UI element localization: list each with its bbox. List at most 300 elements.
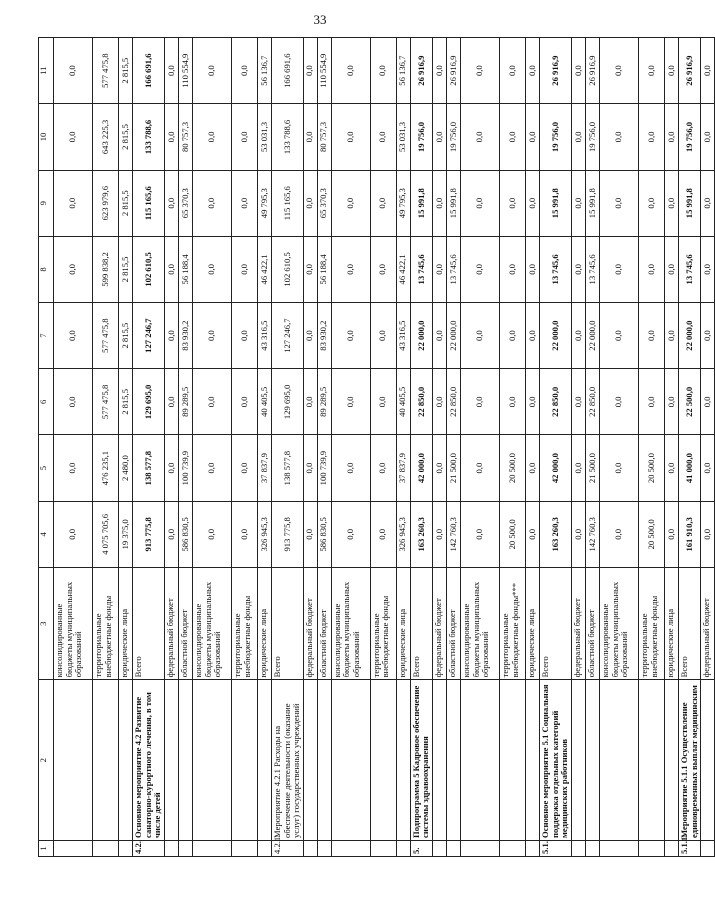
- value-cell: 0,0: [54, 236, 93, 302]
- funding-source-cell: областной бюджет: [585, 567, 599, 679]
- value-cell: 326 945,3: [396, 501, 410, 567]
- funding-source-cell: федеральный бюджет: [303, 567, 317, 679]
- value-cell: 22 000,0: [540, 303, 572, 369]
- row-code-cell: 4.2.1.: [271, 840, 303, 856]
- row-name-cell: [571, 680, 585, 841]
- value-cell: 53 031,3: [257, 104, 271, 170]
- value-cell: 577 475,8: [93, 303, 119, 369]
- value-cell: 37 837,9: [396, 435, 410, 501]
- value-cell: 0,0: [192, 435, 231, 501]
- value-cell: 0,0: [54, 501, 93, 567]
- value-cell: 0,0: [664, 38, 678, 104]
- value-cell: 2 480,0: [119, 435, 133, 501]
- column-number-header: [39, 38, 54, 857]
- value-cell: 2 815,5: [119, 303, 133, 369]
- value-cell: 15 991,8: [585, 170, 599, 236]
- value-cell: 0,0: [664, 303, 678, 369]
- row-name-cell: [701, 680, 715, 841]
- value-cell: 0,0: [599, 170, 638, 236]
- row-name-cell: [331, 680, 370, 841]
- value-cell: 0,0: [599, 236, 638, 302]
- value-cell: 15 991,8: [447, 170, 461, 236]
- value-cell: 163 260,3: [540, 501, 572, 567]
- value-cell: 0,0: [433, 501, 447, 567]
- value-cell: 0,0: [433, 104, 447, 170]
- value-cell: 0,0: [231, 104, 257, 170]
- value-cell: 0,0: [461, 236, 500, 302]
- value-cell: 56 136,7: [257, 38, 271, 104]
- value-cell: 0,0: [571, 303, 585, 369]
- value-cell: 19 756,0: [447, 104, 461, 170]
- value-cell: 0,0: [231, 501, 257, 567]
- value-cell: 22 850,0: [447, 369, 461, 435]
- row-name-cell: [461, 680, 500, 841]
- row-code-cell: 5.1.: [540, 840, 572, 856]
- row-code-cell: [257, 840, 271, 856]
- value-cell: 89 289,5: [317, 369, 331, 435]
- value-cell: 0,0: [164, 303, 178, 369]
- table-row: [571, 38, 585, 857]
- row-name-cell: [257, 680, 271, 841]
- table-row: [540, 38, 572, 857]
- funding-source-cell: консолидированные бюджеты муниципальных образований: [461, 567, 500, 679]
- value-cell: 115 165,6: [271, 170, 303, 236]
- table-row: [303, 38, 317, 857]
- row-name-cell: [178, 680, 192, 841]
- page-number: 33: [313, 12, 327, 27]
- value-cell: 129 695,0: [133, 369, 165, 435]
- funding-source-cell: областной бюджет: [447, 567, 461, 679]
- funding-source-cell: Всего: [133, 567, 165, 679]
- value-cell: 26 916,9: [410, 38, 432, 104]
- value-cell: 56 188,4: [317, 236, 331, 302]
- value-cell: 0,0: [370, 501, 396, 567]
- table-row: [271, 38, 303, 857]
- value-cell: 43 316,5: [396, 303, 410, 369]
- value-cell: 26 916,9: [585, 38, 599, 104]
- value-cell: 326 945,3: [257, 501, 271, 567]
- value-cell: 577 475,8: [93, 369, 119, 435]
- value-cell: 100 739,9: [317, 435, 331, 501]
- column-header: 1: [39, 840, 54, 856]
- row-code-cell: [500, 840, 526, 856]
- table-row: [396, 38, 410, 857]
- value-cell: 0,0: [331, 236, 370, 302]
- value-cell: 0,0: [638, 170, 664, 236]
- value-cell: 0,0: [638, 369, 664, 435]
- value-cell: 0,0: [370, 38, 396, 104]
- row-name-cell: [303, 680, 317, 841]
- value-cell: 161 910,3: [678, 501, 700, 567]
- value-cell: 0,0: [303, 104, 317, 170]
- value-cell: 37 837,9: [257, 435, 271, 501]
- value-cell: 65 370,3: [178, 170, 192, 236]
- row-code-cell: [526, 840, 540, 856]
- value-cell: 115 165,6: [133, 170, 165, 236]
- value-cell: 19 756,0: [585, 104, 599, 170]
- value-cell: 15 991,8: [410, 170, 432, 236]
- funding-source-cell: федеральный бюджет: [571, 567, 585, 679]
- value-cell: 2 815,5: [119, 38, 133, 104]
- table-row: [678, 38, 700, 857]
- row-code-cell: [638, 840, 664, 856]
- row-code-cell: [192, 840, 231, 856]
- funding-source-cell: территориальные внебюджетные фонды: [231, 567, 257, 679]
- table-row: [257, 38, 271, 857]
- value-cell: 13 745,6: [410, 236, 432, 302]
- value-cell: 42 000,0: [540, 435, 572, 501]
- row-name-cell: [500, 680, 526, 841]
- table-row: [54, 38, 93, 857]
- value-cell: 49 795,3: [396, 170, 410, 236]
- value-cell: 0,0: [500, 303, 526, 369]
- value-cell: 15 991,8: [540, 170, 572, 236]
- value-cell: 0,0: [526, 435, 540, 501]
- value-cell: 138 577,8: [133, 435, 165, 501]
- value-cell: 2 815,5: [119, 104, 133, 170]
- table-row: [370, 38, 396, 857]
- row-name-cell: Основное мероприятие 4.2 Развитие санаторно-курортного лечения, в том числе детей: [133, 680, 165, 841]
- value-cell: 166 691,6: [271, 38, 303, 104]
- column-header: 5: [39, 435, 54, 501]
- value-cell: 13 745,6: [540, 236, 572, 302]
- value-cell: 21 500,0: [585, 435, 599, 501]
- table-row: [447, 38, 461, 857]
- value-cell: 0,0: [500, 104, 526, 170]
- value-cell: 0,0: [331, 369, 370, 435]
- value-cell: 26 916,9: [540, 38, 572, 104]
- value-cell: 0,0: [54, 435, 93, 501]
- row-name-cell: [585, 680, 599, 841]
- value-cell: 22 000,0: [410, 303, 432, 369]
- value-cell: 0,0: [664, 369, 678, 435]
- funding-source-cell: консолидированные бюджеты муниципальных образований: [599, 567, 638, 679]
- row-name-cell: [93, 680, 119, 841]
- value-cell: 129 695,0: [271, 369, 303, 435]
- column-header: 6: [39, 369, 54, 435]
- value-cell: 0,0: [303, 236, 317, 302]
- value-cell: 0,0: [599, 369, 638, 435]
- value-cell: 22 000,0: [447, 303, 461, 369]
- row-name-cell: [54, 680, 93, 841]
- value-cell: 0,0: [231, 435, 257, 501]
- row-name-cell: [396, 680, 410, 841]
- value-cell: 20 500,0: [638, 435, 664, 501]
- value-cell: 19 756,0: [540, 104, 572, 170]
- value-cell: 577 475,8: [93, 38, 119, 104]
- value-cell: 0,0: [599, 501, 638, 567]
- value-cell: 22 850,0: [540, 369, 572, 435]
- row-name-cell: [526, 680, 540, 841]
- value-cell: 42 000,0: [410, 435, 432, 501]
- value-cell: 0,0: [192, 501, 231, 567]
- value-cell: 22 000,0: [585, 303, 599, 369]
- table-row: [638, 38, 664, 857]
- value-cell: 0,0: [370, 435, 396, 501]
- value-cell: 476 235,1: [93, 435, 119, 501]
- funding-source-cell: областной бюджет: [178, 567, 192, 679]
- value-cell: 40 405,5: [257, 369, 271, 435]
- row-code-cell: [54, 840, 93, 856]
- table-row: [119, 38, 133, 857]
- table-row: [164, 38, 178, 857]
- row-code-cell: [585, 840, 599, 856]
- value-cell: 102 610,5: [133, 236, 165, 302]
- table-row: [500, 38, 526, 857]
- value-cell: 0,0: [192, 236, 231, 302]
- value-cell: 0,0: [664, 104, 678, 170]
- value-cell: 0,0: [701, 501, 715, 567]
- row-code-cell: [664, 840, 678, 856]
- value-cell: 0,0: [54, 303, 93, 369]
- value-cell: 0,0: [526, 104, 540, 170]
- funding-source-cell: юридические лица: [119, 567, 133, 679]
- value-cell: 0,0: [433, 303, 447, 369]
- value-cell: 127 246,7: [271, 303, 303, 369]
- value-cell: 0,0: [192, 104, 231, 170]
- row-name-cell: [164, 680, 178, 841]
- table-body: [54, 38, 715, 857]
- value-cell: 65 370,3: [317, 170, 331, 236]
- value-cell: 0,0: [331, 501, 370, 567]
- value-cell: 0,0: [664, 501, 678, 567]
- value-cell: 0,0: [164, 104, 178, 170]
- value-cell: 83 930,2: [317, 303, 331, 369]
- funding-source-cell: федеральный бюджет: [164, 567, 178, 679]
- value-cell: 46 422,1: [396, 236, 410, 302]
- value-cell: 40 405,5: [396, 369, 410, 435]
- value-cell: 0,0: [461, 303, 500, 369]
- value-cell: 22 500,0: [678, 369, 700, 435]
- value-cell: 0,0: [433, 38, 447, 104]
- value-cell: 133 788,6: [271, 104, 303, 170]
- value-cell: 586 830,5: [317, 501, 331, 567]
- value-cell: 0,0: [664, 236, 678, 302]
- column-header: 2: [39, 680, 54, 841]
- value-cell: 20 500,0: [638, 501, 664, 567]
- row-code-cell: 5.1.1.: [678, 840, 700, 856]
- value-cell: 0,0: [370, 369, 396, 435]
- value-cell: 0,0: [526, 236, 540, 302]
- value-cell: 0,0: [461, 501, 500, 567]
- value-cell: 56 136,7: [396, 38, 410, 104]
- value-cell: 80 757,3: [178, 104, 192, 170]
- value-cell: 0,0: [54, 170, 93, 236]
- funding-source-cell: Всего: [540, 567, 572, 679]
- value-cell: 0,0: [164, 369, 178, 435]
- value-cell: 0,0: [433, 236, 447, 302]
- value-cell: 0,0: [701, 104, 715, 170]
- value-cell: 599 838,2: [93, 236, 119, 302]
- value-cell: 19 375,0: [119, 501, 133, 567]
- value-cell: 100 739,9: [178, 435, 192, 501]
- value-cell: 0,0: [461, 38, 500, 104]
- value-cell: 0,0: [461, 435, 500, 501]
- value-cell: 21 500,0: [447, 435, 461, 501]
- value-cell: 22 000,0: [678, 303, 700, 369]
- value-cell: 0,0: [192, 369, 231, 435]
- row-code-cell: [303, 840, 317, 856]
- value-cell: 0,0: [571, 170, 585, 236]
- funding-source-cell: юридические лица: [257, 567, 271, 679]
- budget-table: [38, 37, 715, 857]
- value-cell: 0,0: [571, 369, 585, 435]
- funding-source-cell: территориальные внебюджетные фонды: [93, 567, 119, 679]
- row-name-cell: Основное мероприятие 5.1 Социальная поддержка отдельных категорий медицинских работников: [540, 680, 572, 841]
- funding-source-cell: юридические лица: [526, 567, 540, 679]
- row-code-cell: [599, 840, 638, 856]
- value-cell: 0,0: [231, 369, 257, 435]
- row-name-cell: Мероприятие 5.1.1 Осуществление единовременных выплат медицинским: [678, 680, 700, 841]
- row-code-cell: [461, 840, 500, 856]
- table-row: [585, 38, 599, 857]
- funding-source-cell: областной бюджет: [317, 567, 331, 679]
- value-cell: 0,0: [192, 170, 231, 236]
- value-cell: 80 757,3: [317, 104, 331, 170]
- value-cell: 0,0: [571, 501, 585, 567]
- value-cell: 0,0: [571, 38, 585, 104]
- value-cell: 0,0: [192, 303, 231, 369]
- row-code-cell: [178, 840, 192, 856]
- value-cell: 913 775,8: [133, 501, 165, 567]
- table-row: [664, 38, 678, 857]
- value-cell: 0,0: [433, 435, 447, 501]
- value-cell: 0,0: [664, 170, 678, 236]
- table-row: [93, 38, 119, 857]
- value-cell: 138 577,8: [271, 435, 303, 501]
- value-cell: 0,0: [164, 435, 178, 501]
- value-cell: 586 830,5: [178, 501, 192, 567]
- value-cell: 20 500,0: [500, 501, 526, 567]
- value-cell: 0,0: [303, 369, 317, 435]
- funding-source-cell: консолидированные бюджеты муниципальных образований: [331, 567, 370, 679]
- value-cell: 0,0: [433, 170, 447, 236]
- row-name-cell: [447, 680, 461, 841]
- value-cell: 13 745,6: [585, 236, 599, 302]
- value-cell: 53 031,3: [396, 104, 410, 170]
- value-cell: 133 788,6: [133, 104, 165, 170]
- funding-source-cell: федеральный бюджет: [701, 567, 715, 679]
- value-cell: 0,0: [331, 303, 370, 369]
- value-cell: 43 316,5: [257, 303, 271, 369]
- funding-source-cell: федеральный бюджет: [433, 567, 447, 679]
- value-cell: 913 775,8: [271, 501, 303, 567]
- row-name-cell: [433, 680, 447, 841]
- row-code-cell: [317, 840, 331, 856]
- table-row: [461, 38, 500, 857]
- value-cell: 2 815,5: [119, 369, 133, 435]
- value-cell: 4 075 705,6: [93, 501, 119, 567]
- value-cell: 89 289,5: [178, 369, 192, 435]
- value-cell: 0,0: [638, 38, 664, 104]
- value-cell: 0,0: [701, 236, 715, 302]
- value-cell: 22 850,0: [410, 369, 432, 435]
- row-code-cell: [433, 840, 447, 856]
- value-cell: 0,0: [701, 170, 715, 236]
- table-row: [317, 38, 331, 857]
- funding-source-cell: юридические лица: [664, 567, 678, 679]
- row-code-cell: [571, 840, 585, 856]
- value-cell: 2 815,5: [119, 236, 133, 302]
- value-cell: 0,0: [54, 38, 93, 104]
- row-code-cell: [119, 840, 133, 856]
- value-cell: 56 188,4: [178, 236, 192, 302]
- column-header: 10: [39, 104, 54, 170]
- value-cell: 0,0: [599, 104, 638, 170]
- funding-source-cell: территориальные внебюджетные фонды: [370, 567, 396, 679]
- value-cell: 643 225,3: [93, 104, 119, 170]
- table-row: [192, 38, 231, 857]
- value-cell: 0,0: [461, 369, 500, 435]
- funding-source-cell: консолидированные бюджеты муниципальных образований: [192, 567, 231, 679]
- table-row: [178, 38, 192, 857]
- value-cell: 0,0: [638, 236, 664, 302]
- value-cell: 0,0: [526, 38, 540, 104]
- value-cell: 0,0: [664, 435, 678, 501]
- value-cell: 0,0: [54, 369, 93, 435]
- value-cell: 0,0: [231, 38, 257, 104]
- value-cell: 2 815,5: [119, 170, 133, 236]
- rotated-page: [38, 37, 712, 857]
- column-header: 8: [39, 236, 54, 302]
- row-code-cell: [231, 840, 257, 856]
- value-cell: 0,0: [701, 38, 715, 104]
- table-row: [231, 38, 257, 857]
- value-cell: 0,0: [370, 170, 396, 236]
- row-code-cell: [370, 840, 396, 856]
- value-cell: 46 422,1: [257, 236, 271, 302]
- row-code-cell: [447, 840, 461, 856]
- value-cell: 13 745,6: [678, 236, 700, 302]
- table-row: [410, 38, 432, 857]
- value-cell: 163 260,3: [410, 501, 432, 567]
- column-header: 11: [39, 38, 54, 104]
- value-cell: 0,0: [54, 104, 93, 170]
- row-code-cell: [93, 840, 119, 856]
- value-cell: 0,0: [526, 303, 540, 369]
- row-code-cell: 4.2.: [133, 840, 165, 856]
- value-cell: 0,0: [303, 170, 317, 236]
- value-cell: 0,0: [701, 303, 715, 369]
- row-name-cell: [638, 680, 664, 841]
- value-cell: 19 756,0: [678, 104, 700, 170]
- row-code-cell: [396, 840, 410, 856]
- value-cell: 0,0: [231, 236, 257, 302]
- value-cell: 0,0: [500, 369, 526, 435]
- value-cell: 0,0: [231, 303, 257, 369]
- value-cell: 110 554,9: [317, 38, 331, 104]
- value-cell: 83 930,2: [178, 303, 192, 369]
- value-cell: 0,0: [461, 104, 500, 170]
- funding-source-cell: Всего: [271, 567, 303, 679]
- value-cell: 0,0: [638, 104, 664, 170]
- value-cell: 26 916,9: [447, 38, 461, 104]
- row-name-cell: [231, 680, 257, 841]
- row-name-cell: Мероприятие 4.2.1 Расходы на обеспечение деятельности (оказание услуг) государственных учреждений: [271, 680, 303, 841]
- value-cell: 0,0: [701, 435, 715, 501]
- value-cell: 0,0: [500, 38, 526, 104]
- value-cell: 0,0: [500, 170, 526, 236]
- value-cell: 0,0: [599, 38, 638, 104]
- value-cell: 0,0: [164, 170, 178, 236]
- column-header: 3: [39, 567, 54, 679]
- value-cell: 0,0: [331, 38, 370, 104]
- value-cell: 0,0: [701, 369, 715, 435]
- funding-source-cell: Всего: [678, 567, 700, 679]
- row-code-cell: [164, 840, 178, 856]
- value-cell: 142 760,3: [585, 501, 599, 567]
- value-cell: 41 000,0: [678, 435, 700, 501]
